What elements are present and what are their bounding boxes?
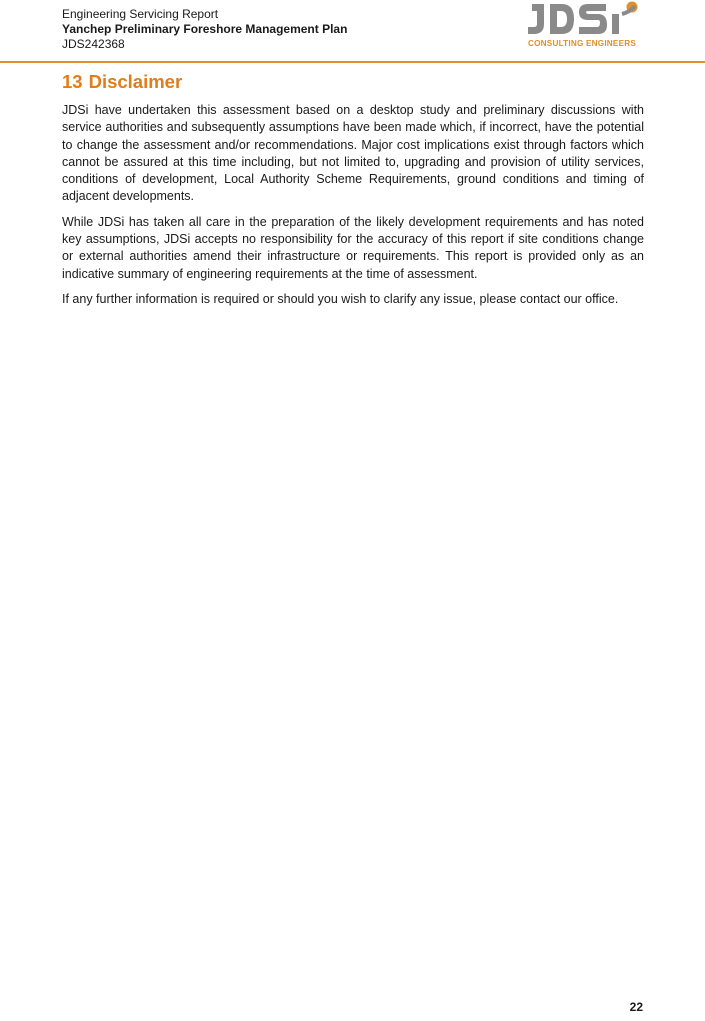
jdsi-logo-mark: [526, 0, 646, 40]
jdsi-logo: [526, 0, 646, 50]
report-number: JDS242368: [62, 37, 125, 51]
section-heading: [62, 70, 644, 94]
report-type: Engineering Servicing Report: [62, 7, 219, 21]
header-divider: [0, 61, 705, 63]
logo-tagline: CONSULTING ENGINEERS: [528, 39, 637, 48]
page-content: [62, 70, 644, 316]
section-number: 13: [62, 71, 83, 92]
page-number: 22: [629, 1000, 643, 1014]
page-header: [0, 0, 705, 62]
disclaimer-paragraph-2: While JDSi has taken all care in the preparation of the likely development requirements and has noted key assumptions, JDSi accepts no responsibility for the accuracy of this report if site conditions change or external authorities amend their infrastructure or requirements. This report is provided only as an indicative summary of engineering requirements at the time of assessment.: [62, 214, 644, 281]
report-title: Yanchep Preliminary Foreshore Management Plan: [62, 22, 348, 36]
section-title: Disclaimer: [88, 71, 183, 92]
disclaimer-paragraph-3: If any further information is required or should you wish to clarify any issue, please contact our office.: [62, 291, 619, 306]
header-text-block: [62, 7, 347, 52]
disclaimer-paragraph-1: JDSi have undertaken this assessment based on a desktop study and preliminary discussions with service authorities and subsequently assumptions have been made which, if incorrect, have the potential to change the assessment and/or recommendations. Major cost implications exist through factors which cannot be assured at this time including, but not limited to, upgrading and provision of utility services, conditions of development, Local Authority Scheme Requirements, ground conditions and timing of adjacent developments.: [62, 103, 644, 204]
